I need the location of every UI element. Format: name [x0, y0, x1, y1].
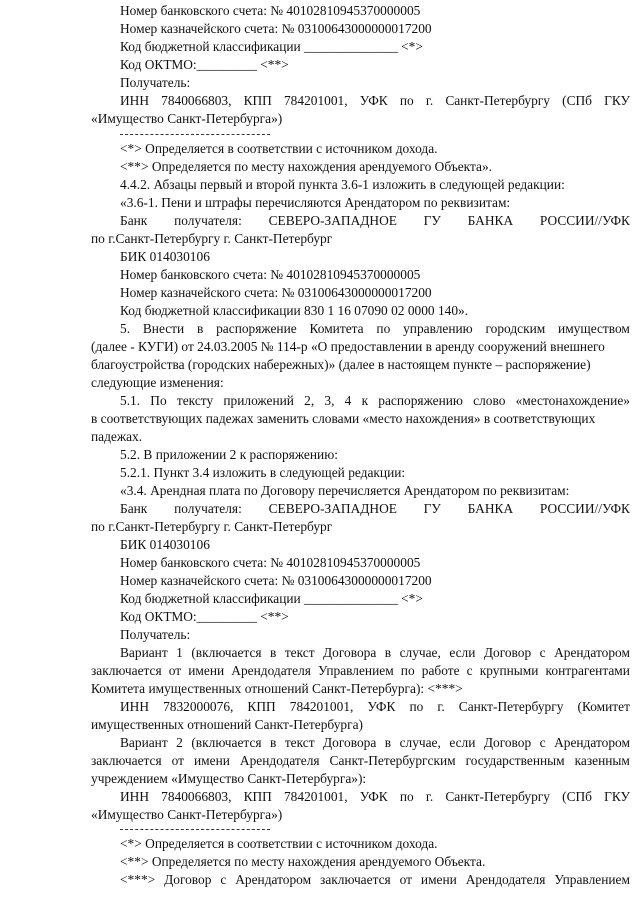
word: к [361, 393, 369, 408]
justified-line [120, 320, 630, 338]
word: Арендатором [554, 735, 630, 750]
text-line: Код ОКТМО:_________ <**> [120, 609, 289, 624]
word: Санкт-Петербургским [329, 753, 456, 768]
justified-line [120, 871, 630, 889]
word: текст [284, 645, 315, 660]
word: в [270, 645, 277, 660]
word: слово [473, 393, 506, 408]
word: РОССИИ//УФК [539, 213, 630, 228]
footnote: <*> Определяется в соответствии с источником дохода. [120, 141, 438, 156]
word: Комитета [309, 321, 364, 336]
text-line: «Имущество Санкт-Петербурга») [91, 111, 283, 126]
word: Арендатором [235, 872, 312, 887]
word: ГУ [423, 501, 441, 516]
word: КПП [243, 789, 272, 804]
word: КПП [243, 93, 272, 108]
word: СЕВЕРО-ЗАПАДНОЕ [268, 213, 397, 228]
word: в [196, 321, 204, 336]
word: от [168, 663, 182, 678]
word: ИНН [120, 699, 150, 714]
text-line: Номер банковского счета: № 40102810945370000005 [120, 3, 421, 18]
word: тексту [176, 393, 214, 408]
word: получателя: [174, 213, 242, 228]
word: Договора [323, 645, 377, 660]
word: казенным [574, 753, 630, 768]
text-line: падежах. [91, 429, 143, 444]
word: Санкт-Петербургу [445, 789, 550, 804]
word: (СПб [562, 789, 592, 804]
word: приложений [223, 393, 294, 408]
word: (Комитет [577, 699, 630, 714]
word: по [399, 789, 414, 804]
text-line: Код бюджетной классификации ______________ <*> [120, 591, 423, 606]
word: с [466, 663, 473, 678]
word: г. [437, 699, 445, 714]
text-line: БИК 014030106 [120, 249, 210, 264]
text-line: имущественных отношений Санкт-Петербурга) [91, 717, 363, 732]
text-line: Номер банковского счета: № 40102810945370000005 [120, 555, 421, 570]
word: 2 [176, 735, 183, 750]
word: (включается [191, 735, 262, 750]
word: имуществом [558, 321, 630, 336]
word: БАНКА [467, 213, 514, 228]
word: БАНКА [467, 501, 514, 516]
word: КПП [247, 699, 276, 714]
word: УФК [367, 699, 396, 714]
word: если [449, 645, 476, 660]
word: 5. [120, 321, 131, 336]
text-line: благоустройства (городских набережных)» (далее в настоящем пункте – распоряжение) [91, 357, 591, 372]
word: случае, [399, 735, 441, 750]
text-line: Код ОКТМО:_________ <**> [120, 57, 289, 72]
word: если [449, 735, 476, 750]
word: ИНН [120, 789, 150, 804]
word: Банк [120, 213, 148, 228]
text-line: 5.2.1. Пункт 3.4 изложить в следующей редакции: [120, 465, 406, 480]
word: Внести [142, 321, 185, 336]
word: 7832000076, [163, 699, 234, 714]
word: 4 [344, 393, 352, 408]
word: распоряжение [216, 321, 297, 336]
justified-line [120, 788, 630, 806]
footnote-separator [120, 134, 270, 135]
word: управлению [403, 321, 473, 336]
word: Договор [483, 735, 532, 750]
word: Арендодателя [465, 872, 546, 887]
word: ИНН [120, 93, 150, 108]
word: имени [188, 663, 225, 678]
text-line: Номер казначейского счета: № 03100643000000017200 [120, 21, 432, 36]
word: заключается [91, 663, 162, 678]
word: городским [485, 321, 546, 336]
word: по [376, 321, 391, 336]
word: 2, [304, 393, 315, 408]
text-line: «Имущество Санкт-Петербурга») [91, 807, 283, 822]
footnote: <*> Определяется в соответствии с источником дохода. [120, 836, 438, 851]
word: 7840066803, [161, 789, 232, 804]
word: 5.1. [120, 393, 141, 408]
word: заключается [320, 872, 391, 887]
word: УФК [359, 789, 388, 804]
word: РОССИИ//УФК [539, 501, 630, 516]
word: 784201001, [283, 789, 348, 804]
text-line: 5.2. В приложении 2 к распоряжению: [120, 447, 338, 462]
word: заключается [91, 753, 162, 768]
text-line: по г.Санкт-Петербургу г. Санкт-Петербург [91, 231, 333, 246]
word: имени [194, 753, 230, 768]
text-line: 4.4.2. Абзацы первый и второй пункта 3.6-1 изложить в следующей редакции: [120, 177, 565, 192]
word: с [220, 872, 227, 887]
justified-line [120, 644, 630, 662]
word: г. [425, 789, 434, 804]
word: по [399, 93, 414, 108]
text-line: Получатель: [120, 627, 191, 642]
word: государственным [465, 753, 565, 768]
text-line: Получатель: [120, 75, 191, 90]
text-line: Номер казначейского счета: № 03100643000000017200 [120, 285, 432, 300]
word: контрагентами [545, 663, 630, 678]
word: в [270, 735, 277, 750]
footnote: <**> Определяется по месту нахождения арендуемого Объекта». [120, 159, 493, 174]
word: крупными [479, 663, 539, 678]
word: от [171, 753, 185, 768]
justified-line [120, 500, 630, 518]
word: Вариант [120, 735, 168, 750]
text-line: по г.Санкт-Петербургу г. Санкт-Петербург [91, 519, 333, 534]
word: 1 [176, 645, 183, 660]
word: по [400, 663, 415, 678]
word: 784201001, [289, 699, 354, 714]
text-line: Комитета имущественных отношений Санкт-Петербурга): <***> [91, 681, 463, 696]
word: ГКУ [604, 789, 630, 804]
word: 7840066803, [161, 93, 232, 108]
text-line: «3.6-1. Пени и штрафы перечисляются Арендатором по реквизитам: [120, 195, 511, 210]
justified-line [120, 392, 630, 410]
text-line: (далее - КУГИ) от 24.03.2005 № 114-р «О предоставлении в аренду сооружений внешнего [91, 339, 605, 354]
word: СЕВЕРО-ЗАПАДНОЕ [268, 501, 397, 516]
footnote-separator [120, 829, 270, 830]
word: имени [420, 872, 457, 887]
word: от [399, 872, 412, 887]
word: с [539, 735, 546, 750]
word: распоряжению [378, 393, 463, 408]
word: Договора [323, 735, 377, 750]
word: ГКУ [604, 93, 630, 108]
text-line: Код бюджетной классификации ______________ <*> [120, 39, 423, 54]
word: Управлением [318, 663, 394, 678]
word: по [409, 699, 424, 714]
text-line: Номер банковского счета: № 40102810945370000005 [120, 267, 421, 282]
justified-line [120, 92, 630, 110]
word: <***> [120, 872, 156, 887]
word: Арендатором [554, 645, 630, 660]
justified-line [91, 662, 630, 680]
word: с [539, 645, 546, 660]
word: Управлением [554, 872, 630, 887]
word: Арендодателя [231, 663, 311, 678]
word: 3, [324, 393, 335, 408]
word: ГУ [423, 213, 441, 228]
word: случае, [399, 645, 441, 660]
word: Санкт-Петербургу [458, 699, 564, 714]
word: Санкт-Петербургу [445, 93, 550, 108]
word: УФК [359, 93, 388, 108]
word: (включается [191, 645, 262, 660]
text-line: в соответствующих падежах заменить словами «место нахождения» в соответствующих [91, 411, 596, 426]
footnote: <**> Определяется по месту нахождения арендуемого Объекта. [120, 854, 486, 869]
justified-line [91, 752, 630, 770]
word: Договор [483, 645, 532, 660]
text-line: «3.4. Арендная плата по Договору перечисляется Арендатором по реквизитам: [120, 483, 570, 498]
word: (СПб [562, 93, 592, 108]
word: получателя: [174, 501, 242, 516]
justified-line [120, 734, 630, 752]
text-line: учреждением «Имущество Санкт-Петербурга»): [91, 771, 367, 786]
word: в [384, 645, 392, 660]
word: «местонахождение» [515, 393, 630, 408]
word: текст [284, 735, 315, 750]
justified-line [120, 698, 630, 716]
word: г. [425, 93, 434, 108]
word: Вариант [120, 645, 168, 660]
text-line: БИК 014030106 [120, 537, 210, 552]
word: Арендодателя [239, 753, 320, 768]
word: в [384, 735, 392, 750]
word: Банк [120, 501, 148, 516]
word: 784201001, [283, 93, 348, 108]
justified-line [120, 212, 630, 230]
word: работе [421, 663, 460, 678]
text-line: Номер казначейского счета: № 03100643000000017200 [120, 573, 432, 588]
text-line: Код бюджетной классификации 830 1 16 07090 02 0000 140». [120, 303, 469, 318]
word: По [150, 393, 167, 408]
text-line: следующие изменения: [91, 375, 224, 390]
word: Договор [164, 872, 212, 887]
